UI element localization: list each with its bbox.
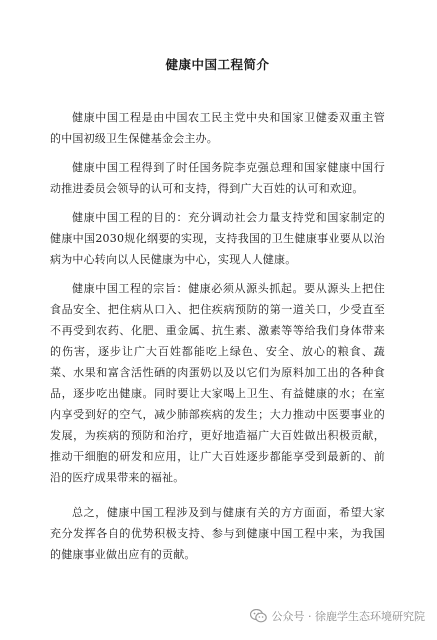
watermark-text: 公众号 · 徐鹿学生态环境研究院 xyxy=(271,610,425,623)
document-title: 健康中国工程简介 xyxy=(165,57,270,72)
paragraph-4: 健康中国工程的宗旨：健康必须从源头抓起。要从源头上把住食品安全、把住病从口入、把住疾病预防的第一道关口，少受直至不再受到农药、化肥、重金属、抗生素、激素等等给我们身体带来的伤害，逐步让广大百姓都能吃上绿色、安全、放心的粮食、蔬菜、水果和富含活性硒的肉蛋奶以及以它们为原料加工出的各种食品，逐步吃出健康。同时要让大家喝上卫生、有益健康的水；在室内享受到好的空气，减少肺部疾病的发生；大力推动中医要事业的发展，为疾病的预防和治疗，更好地造福广大百姓做出积极贡献，推动干细胞的研发和应用，让广大百姓逐步都能享受到最新的、前沿的医疗成果带来的福祉。 xyxy=(50,282,385,484)
paragraph-1: 健康中国工程是由中国农工民主党中央和国家卫健委双重主管的中国初级卫生保健基金会主办。 xyxy=(50,111,385,145)
watermark xyxy=(250,608,426,624)
paragraph-5: 总之，健康中国工程涉及到与健康有关的方方面面，希望大家充分发挥各自的优势积极支持、参与到健康中国工程中来，为我国的健康事业做出应有的贡献。 xyxy=(50,506,385,561)
paragraph-2: 健康中国工程得到了时任国务院李克强总理和国家健康中国行动推进委员会领导的认可和支持，得到广大百姓的认可和欢迎。 xyxy=(50,161,385,195)
wechat-icon xyxy=(250,609,267,623)
document-body xyxy=(50,107,385,565)
paragraph-3: 健康中国工程的目的：充分调动社会力量支持党和国家制定的健康中国2030规化纲要的实现，支持我国的卫生健康事业要从以治病为中心转向以人民健康为中心，实现人人健康。 xyxy=(50,211,385,266)
